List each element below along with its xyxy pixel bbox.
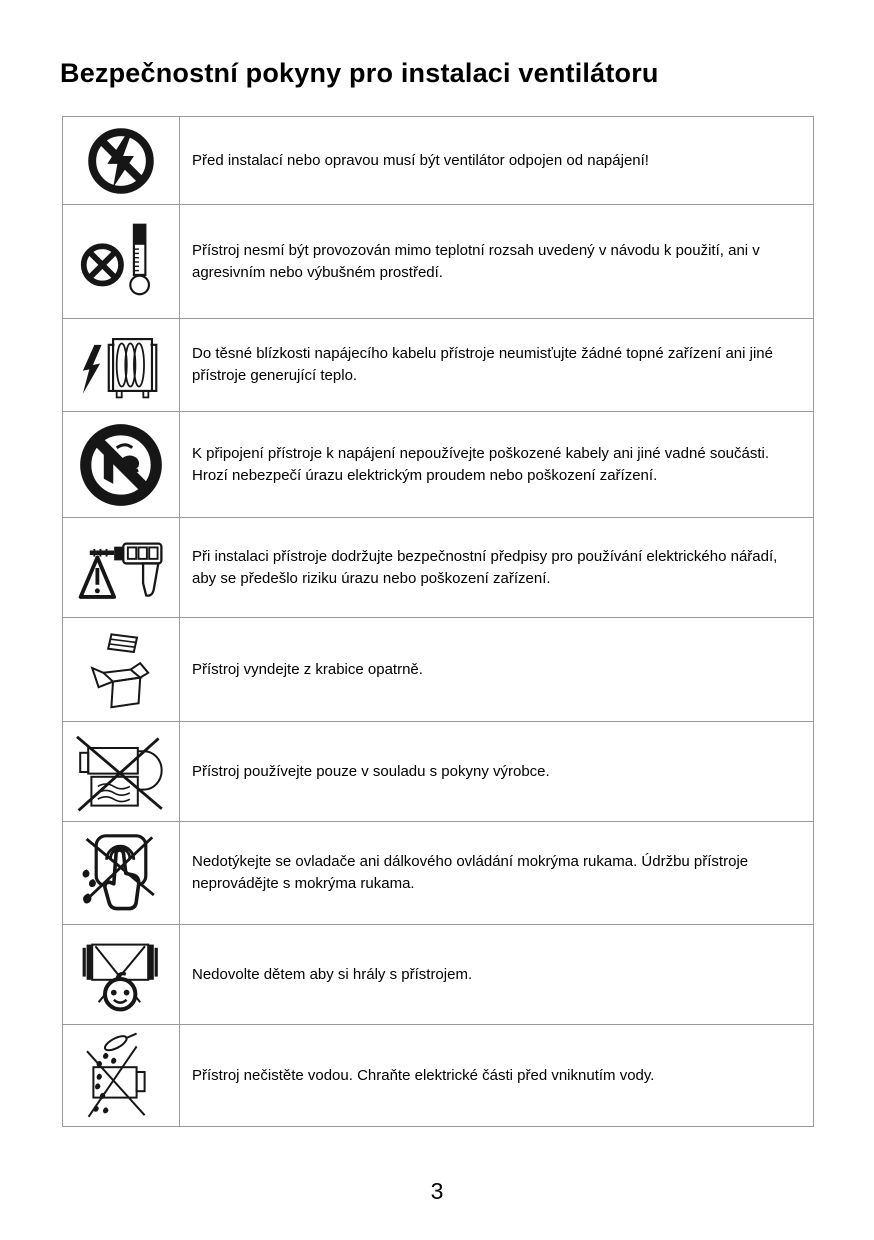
table-row [63,822,813,925]
table-row [63,1025,813,1126]
icon-cell [63,205,180,318]
unpack-carefully-icon [81,628,161,712]
instruction-text: Při instalaci přístroje dodržujte bezpečnostní předpisy pro používání elektrického nářadí, aby se předešlo riziku úrazu nebo poškození zařízení. [192,547,778,587]
table-row [63,319,813,412]
table-row [63,925,813,1025]
table-row [63,117,813,205]
no-water-cleaning-icon [79,1032,163,1120]
page-number: 3 [430,1178,444,1204]
instruction-text: Nedotýkejte se ovladače ani dálkového ovládání mokrýma rukama. Údržbu přístroje neprovádějte s mokrýma rukama. [192,853,749,892]
instruction-text: Přístroj nečistěte vodou. Chraňte elektrické části před vniknutím vody. [192,1066,655,1084]
table-row [63,518,813,618]
instruction-text: Přístroj nesmí být provozován mimo teplotní rozsah uvedený v návodu k použití, ani v agresivním nebo výbušném prostředí. [192,241,760,281]
icon-cell [63,518,180,617]
page-title: Bezpečnostní pokyny pro instalaci ventilátoru [60,58,659,88]
icon-cell [63,412,180,517]
table-row [63,412,813,518]
power-tool-safety-icon [73,529,169,607]
instruction-text: Do těsné blízkosti napájecího kabelu přístroje neumisťujte žádné topné zařízení ani jiné přístroje generující teplo. [192,345,773,384]
no-electric-shock-icon [85,125,157,197]
instruction-text: Přístroj vyndejte z krabice opatrně. [192,660,423,678]
icon-cell [63,319,180,411]
instruction-text: Přístroj používejte pouze v souladu s pokyny výrobce. [192,762,550,780]
no-wet-hands-icon [77,831,165,915]
instruction-text: Před instalací nebo opravou musí být ventilátor odpojen od napájení! [192,151,649,169]
table-row [63,722,813,822]
icon-cell [63,117,180,204]
no-damaged-cables-icon [78,422,164,508]
no-children-playing-icon [76,935,166,1015]
use-per-manufacturer-icon [75,732,167,812]
temperature-limit-icon [78,219,164,305]
instruction-text: Nedovolte dětem aby si hrály s přístrojem. [192,965,473,983]
no-heat-near-cable-icon [77,329,165,401]
safety-instructions-table [62,116,814,1127]
icon-cell [63,822,180,924]
icon-cell [63,925,180,1024]
instruction-text: K připojení přístroje k napájení nepoužívejte poškozené kabely ani jiné vadné součásti. Hrozí nebezpečí úrazu elektrickým proudem nebo poškození zařízení. [192,444,770,484]
table-row [63,618,813,722]
icon-cell [63,618,180,721]
table-row [63,205,813,319]
icon-cell [63,722,180,821]
icon-cell [63,1025,180,1126]
